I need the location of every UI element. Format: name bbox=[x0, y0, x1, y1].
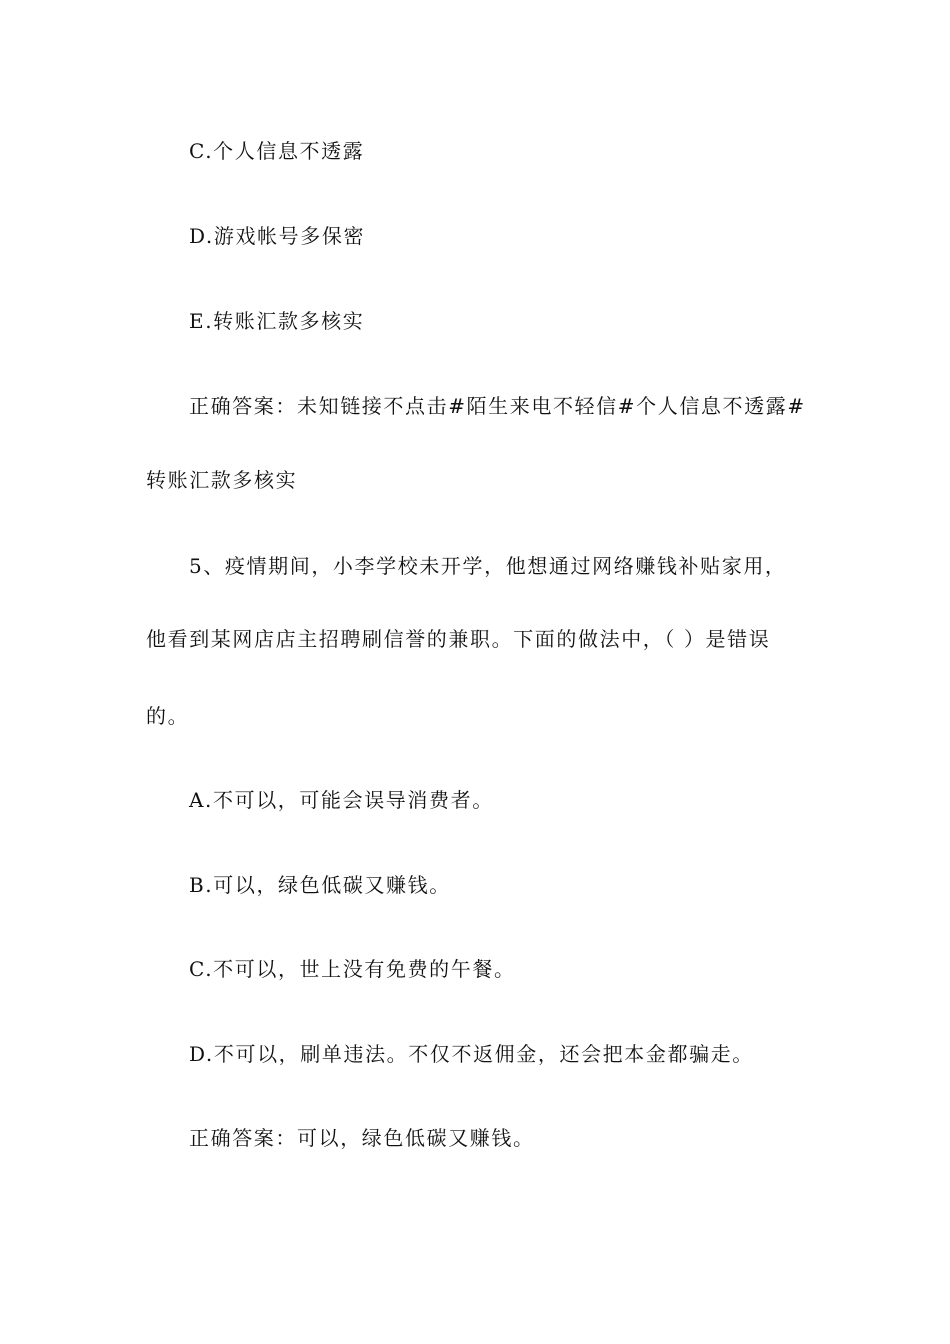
q4-option-c: C.个人信息不透露 bbox=[189, 139, 365, 163]
q5-stem-line-1: 5、疫情期间，小李学校未开学，他想通过网络赚钱补贴家用， bbox=[189, 554, 787, 578]
q4-option-d: D.游戏帐号多保密 bbox=[189, 224, 366, 248]
q5-stem-line-3: 的。 bbox=[146, 704, 190, 728]
q5-option-b: B.可以，绿色低碳又赚钱。 bbox=[189, 873, 451, 897]
q4-answer-line-2: 转账汇款多核实 bbox=[146, 468, 298, 492]
q4-answer-line-1: 正确答案：未知链接不点击#陌生来电不轻信#个人信息不透露# bbox=[189, 394, 806, 418]
q4-option-e: E.转账汇款多核实 bbox=[189, 309, 365, 333]
q5-option-c: C.不可以，世上没有免费的午餐。 bbox=[189, 957, 516, 981]
q5-option-d: D.不可以，刷单违法。不仅不返佣金，还会把本金都骗走。 bbox=[189, 1042, 754, 1066]
q5-option-a: A.不可以，可能会误导消费者。 bbox=[189, 788, 494, 812]
q5-answer: 正确答案：可以，绿色低碳又赚钱。 bbox=[189, 1126, 535, 1150]
q5-stem-line-2: 他看到某网店店主招聘刷信誉的兼职。下面的做法中，（ ）是错误 bbox=[146, 627, 771, 651]
